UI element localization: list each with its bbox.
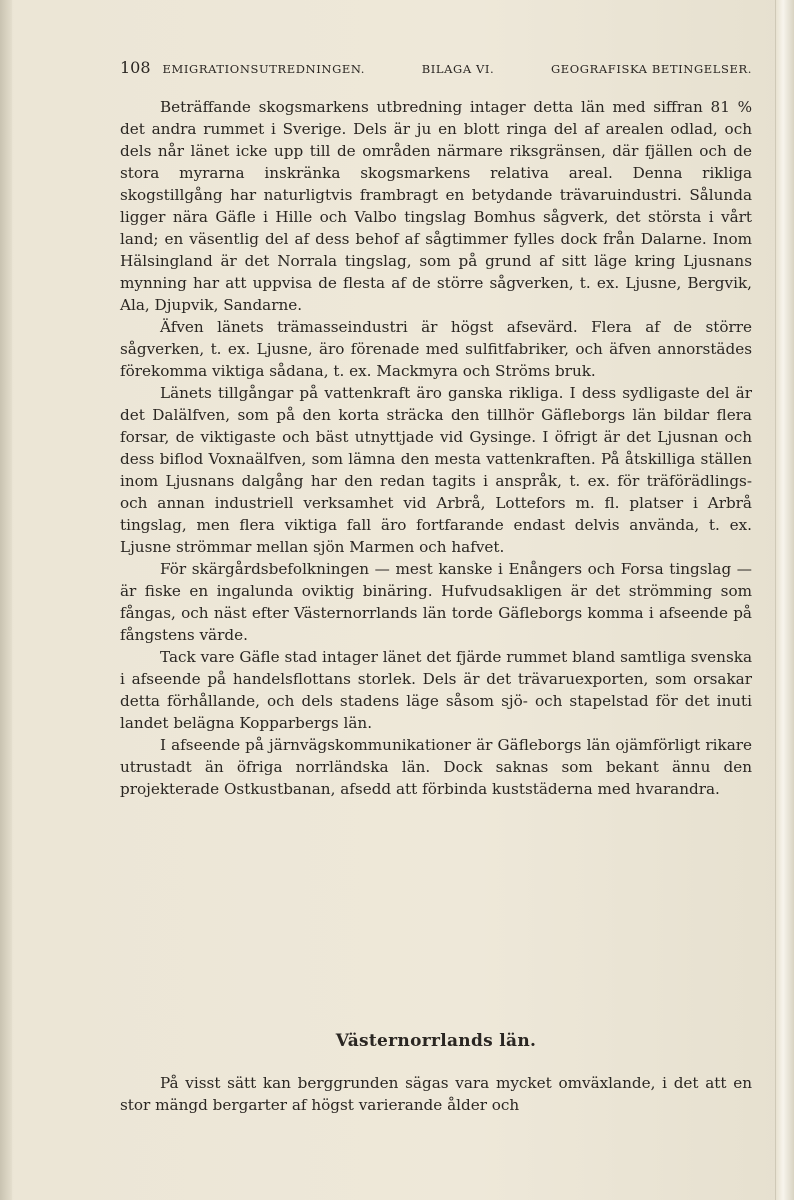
paragraph-pulp-industry: Äfven länets trämasseindustri är högst afsevärd. Flera af de större sågverken, t. ex. Ljusne, äro förenade med sulfitfabriker, och äfven annorstädes förekomma viktiga sådana, t. ex. Mackmyra och Ströms bruk. <box>120 318 752 380</box>
running-title <box>163 62 752 76</box>
running-header <box>120 58 752 77</box>
page-number: 108 <box>120 58 151 77</box>
paragraph-bedrock: På visst sätt kan berggrunden sägas vara mycket omväxlande, i det att en stor mängd bergarter af högst varierande ålder och <box>120 1074 752 1114</box>
running-title-right: GEOGRAFISKA BETINGELSER. <box>551 62 752 76</box>
paragraph-fishing: För skärgårdsbefolkningen — mest kanske i Enångers och Forsa tingslag — är fiske en ingalunda oviktig binäring. Hufvudsakligen är det strömming som fångas, och näst efter Västernorrlands län torde Gäfleborgs komma i afseende på fångstens värde. <box>120 560 752 644</box>
page-binding-edge <box>0 0 12 1200</box>
running-title-left: EMIGRATIONSUTREDNINGEN. <box>162 62 366 76</box>
body-text <box>120 96 752 800</box>
running-title-mid: BILAGA VI. <box>421 62 495 76</box>
section-heading: Västernorrlands län. <box>335 1031 537 1051</box>
page-fore-edge <box>775 0 794 1200</box>
section-body <box>120 1072 752 1116</box>
paragraph-merchant-fleet: Tack vare Gäfle stad intager länet det fjärde rummet bland samtliga svenska i afseende på handelsflottans storlek. Dels är det trävaruexporten, som orsakar detta förhållande, och dels stadens läge såsom sjö- och stapelstad för det inuti landet belägna Kopparbergs län. <box>120 648 752 732</box>
paragraph-water-power: Länets tillgångar på vattenkraft äro ganska rikliga. I dess sydligaste del är det Dalälfven, som på den korta sträcka den tillhör Gäfleborgs län bildar flera forsar, de viktigaste och bäst utnyttjade vid Gysinge. I öfrigt är det Ljusnan och dess biflod Voxnaälfven, som lämna den mesta vattenkraften. På åtskilliga ställen inom Ljusnans dalgång har den redan tagits i anspråk, t. ex. för träförädlings- och annan industriell verksamhet vid Arbrå, Lottefors m. fl. platser i Arbrå tingslag, men flera viktiga fall äro fortfarande endast delvis använda, t. ex. Ljusne strömmar mellan sjön Marmen och hafvet. <box>120 384 752 556</box>
paragraph-railways: I afseende på järnvägskommunikationer är Gäfleborgs län ojämförligt rikare utrustadt än öfriga norrländska län. Dock saknas som bekant ännu den projekterade Ostkustbanan, afsedd att förbinda kuststäderna med hvarandra. <box>120 736 752 798</box>
paragraph-forest: Beträffande skogsmarkens utbredning intager detta län med siffran 81 % det andra rummet i Sverige. Dels är ju en blott ringa del af arealen odlad, och dels når länet icke upp till de områden närmare riksgränsen, där fjällen och de stora myrarna inskränka skogsmarkens relativa areal. Denna rikliga skogstillgång har naturligtvis frambragt en betydande trävaruindustri. Sålunda ligger nära Gäfle i Hille och Valbo tingslag Bomhus sågverk, det största i vårt land; en väsentlig del af dess behof af sågtimmer fylles dock från Dalarne. Inom Hälsingland är det Norrala tingslag, som på grund af sitt läge kring Ljusnans mynning har att uppvisa de flesta af de större sågverken, t. ex. Ljusne, Bergvik, Ala, Djupvik, Sandarne. <box>120 98 752 314</box>
